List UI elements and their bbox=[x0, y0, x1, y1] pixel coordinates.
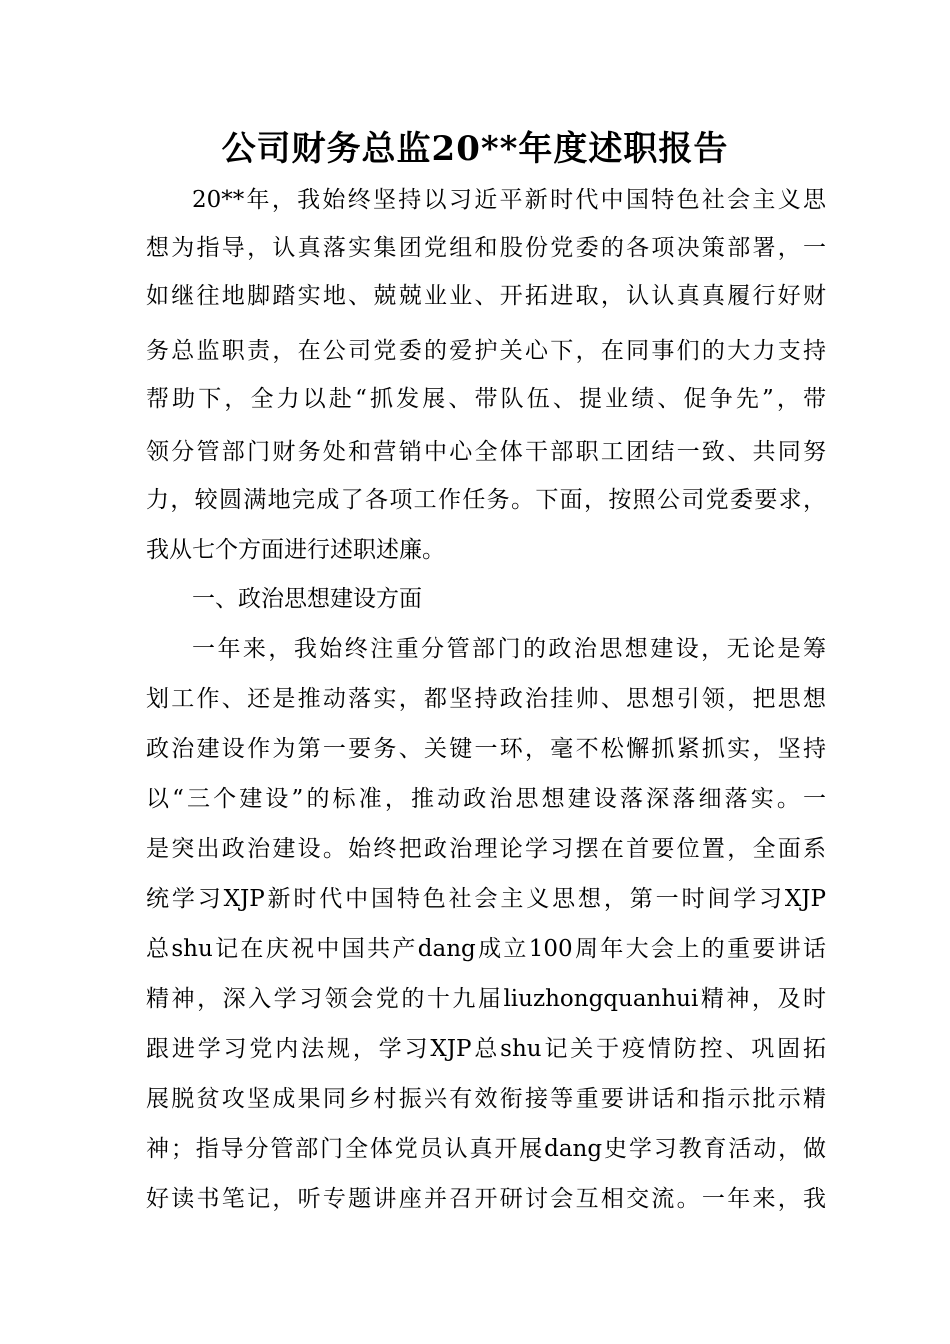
paragraph-line: 展脱贫攻坚成果同乡村振兴有效衔接等重要讲话和指示批示精 bbox=[146, 1086, 826, 1112]
paragraph-line: 我从七个方面进行述职述廉。 bbox=[146, 537, 445, 563]
paragraph-line: 20**年，我始终坚持以习近平新时代中国特色社会主义思 bbox=[192, 187, 826, 213]
paragraph-line: 领分管部门财务处和营销中心全体干部职工团结一致、共同努 bbox=[146, 439, 826, 465]
paragraph-line: 一年来，我始终注重分管部门的政治思想建设，无论是筹 bbox=[192, 636, 826, 662]
paragraph-line: 神；指导分管部门全体党员认真开展dang史学习教育活动，做 bbox=[146, 1136, 826, 1162]
paragraph-line: 务总监职责，在公司党委的爱护关心下，在同事们的大力支持 bbox=[146, 338, 826, 364]
section-heading: 一、政治思想建设方面 bbox=[192, 586, 422, 612]
paragraph-line: 以“三个建设”的标准，推动政治思想建设落深落细落实。一 bbox=[146, 786, 826, 812]
paragraph-line: 好读书笔记，听专题讲座并召开研讨会互相交流。一年来，我 bbox=[146, 1186, 826, 1212]
paragraph-line: 跟进学习党内法规，学习XJP总shu记关于疫情防控、巩固拓 bbox=[146, 1036, 826, 1062]
paragraph-line: 力，较圆满地完成了各项工作任务。下面，按照公司党委要求， bbox=[146, 487, 826, 513]
paragraph-line: 如继往地脚踏实地、兢兢业业、开拓进取，认认真真履行好财 bbox=[146, 283, 826, 309]
paragraph-line: 想为指导，认真落实集团党组和股份党委的各项决策部署，一 bbox=[146, 235, 826, 261]
paragraph-line: 政治建设作为第一要务、关键一环，毫不松懈抓紧抓实，坚持 bbox=[146, 736, 826, 762]
paragraph-line: 帮助下，全力以赴“抓发展、带队伍、提业绩、促争先”，带 bbox=[146, 386, 826, 412]
document-title: 公司财务总监20**年度述职报告 bbox=[221, 129, 729, 169]
paragraph-line: 统学习XJP新时代中国特色社会主义思想，第一时间学习XJP bbox=[146, 886, 826, 912]
paragraph-line: 总shu记在庆祝中国共产dang成立100周年大会上的重要讲话 bbox=[146, 936, 826, 962]
paragraph-line: 精神，深入学习领会党的十九届liuzhongquanhui精神，及时 bbox=[146, 986, 826, 1012]
paragraph-line: 是突出政治建设。始终把政治理论学习摆在首要位置，全面系 bbox=[146, 836, 826, 862]
paragraph-line: 划工作、还是推动落实，都坚持政治挂帅、思想引领，把思想 bbox=[146, 686, 826, 712]
